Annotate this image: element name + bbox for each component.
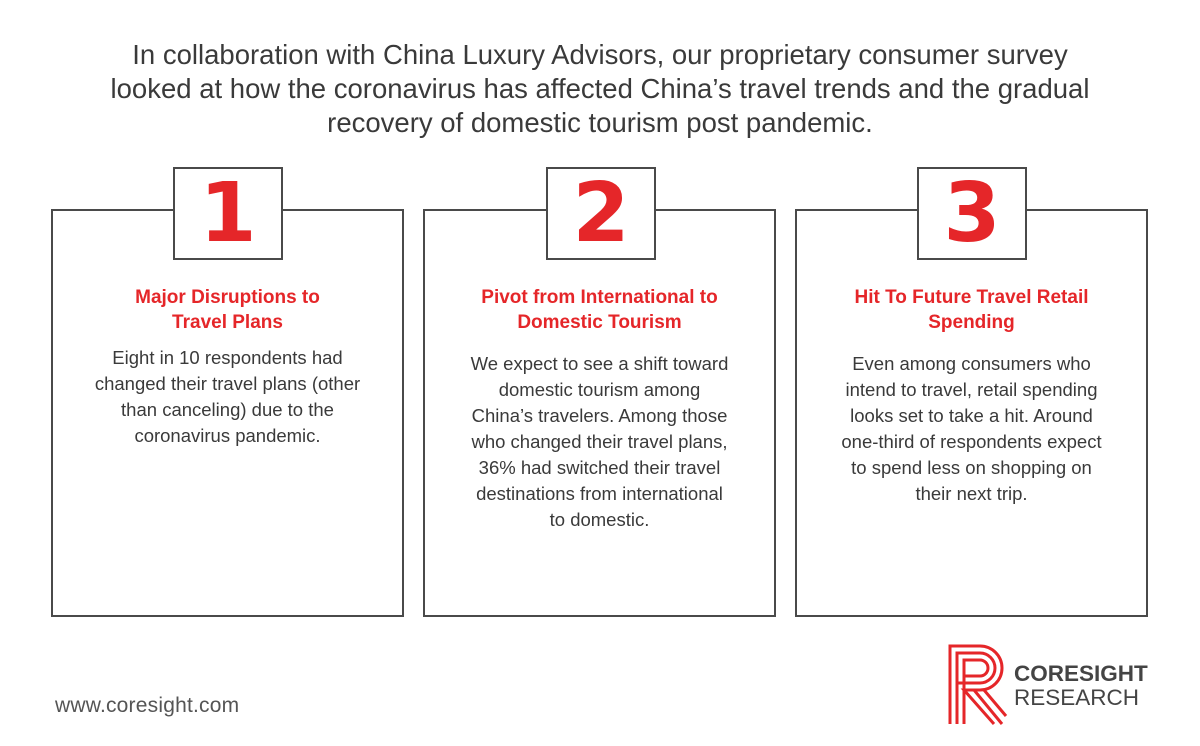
card-body [425,351,774,533]
card-title [53,285,402,335]
coresight-logo [944,640,1164,730]
card-number: 1 [199,165,257,261]
card-body-line: Even among consumers who [852,353,1091,374]
intro-paragraph [60,38,1140,140]
card-number: 2 [572,165,630,261]
card-body-line: China’s travelers. Among those [471,405,728,426]
card-title-line: Major Disruptions to [135,287,320,308]
card-title-line: Spending [928,312,1015,333]
card-body-line: looks set to take a hit. Around [850,405,1093,426]
card-body-line: one-third of respondents expect [841,431,1102,452]
card-body-line: their next trip. [915,483,1028,504]
card-body-line: Eight in 10 respondents had [112,347,343,368]
card-title [425,285,774,335]
card-number-box-3 [917,167,1027,260]
logo-wordmark [1014,662,1148,710]
card-number-box-1 [173,167,283,260]
card-body-line: We expect to see a shift toward [470,353,729,374]
card-body-line: changed their travel plans (other [94,373,361,394]
card-body-line: than canceling) due to the [121,399,334,420]
card-number-box-2 [546,167,656,260]
card-body-line: 36% had switched their travel [478,457,721,478]
card-body-line: to domestic. [549,509,650,530]
card-title-line: Travel Plans [172,312,283,333]
card-body-line: domestic tourism among [498,379,701,400]
card-body [797,351,1146,507]
card-body-line: coronavirus pandemic. [134,425,321,446]
card-body [53,345,402,449]
card-2 [423,209,776,617]
card-body-line: who changed their travel plans, [471,431,728,452]
card-title-line: Domestic Tourism [517,312,682,333]
intro-line: recovery of domestic tourism post pandemic. [327,107,873,138]
logo-line-2: RESEARCH [1014,685,1140,710]
card-title-line: Pivot from International to [481,287,718,308]
card-number: 3 [943,165,1001,261]
intro-line: looked at how the coronavirus has affected China’s travel trends and the gradual [110,73,1090,104]
logo-line-1: CORESIGHT [1014,661,1148,686]
card-3 [795,209,1148,617]
card-body-line: destinations from international [476,483,723,504]
intro-line: In collaboration with China Luxury Advisors, our proprietary consumer survey [132,39,1068,70]
card-title [797,285,1146,335]
card-title-line: Hit To Future Travel Retail [854,287,1089,308]
card-body-line: to spend less on shopping on [851,457,1092,478]
website-url[interactable]: www.coresight.com [55,694,240,717]
card-body-line: intend to travel, retail spending [845,379,1098,400]
coresight-r-logo-icon [944,640,1010,726]
card-1 [51,209,404,617]
